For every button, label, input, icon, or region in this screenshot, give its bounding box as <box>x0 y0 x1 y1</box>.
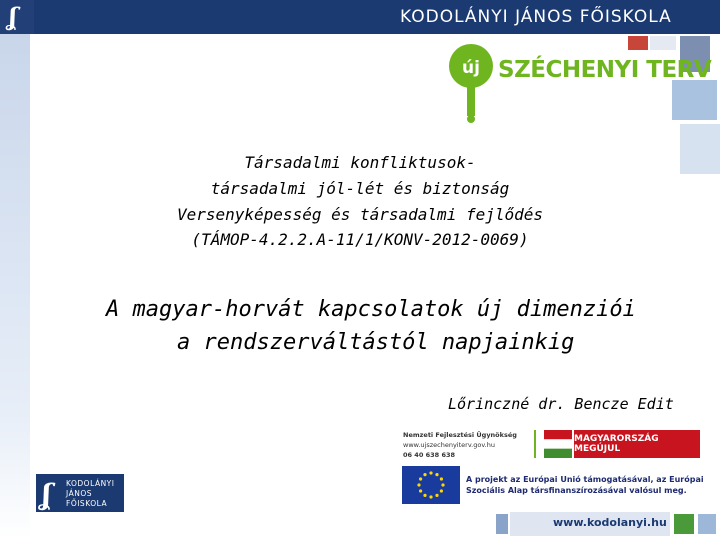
kodolanyi-footer-logo <box>36 474 124 512</box>
decor-square-blue <box>672 80 717 120</box>
project-line-1: Társadalmi konfliktusok- <box>244 153 476 172</box>
szechenyi-logo-text: SZÉCHENYI TERV <box>498 57 712 83</box>
author-name: Lőrinczné dr. Bencze Edit <box>448 395 674 413</box>
footer-decor-square-1 <box>496 514 508 534</box>
szechenyi-pin-icon <box>447 42 495 124</box>
magyarorszag-megujul-badge: MAGYARORSZÁG MEGÚJUL <box>574 430 700 458</box>
footer-logo-line-1: KODOLÁNYI <box>66 479 115 488</box>
eu-flag-icon <box>402 466 460 504</box>
kodolanyi-logo-icon <box>0 0 34 34</box>
hungarian-flag-icon <box>544 430 572 458</box>
page-title-line-1: A magyar-horvát kapcsolatok új dimenziói <box>106 297 636 322</box>
footer-decor-square-3 <box>698 514 716 534</box>
agency-url: www.ujszechenyiterv.gov.hu <box>403 441 495 449</box>
eu-funding-text-line-2: Szociális Alap társfinanszírozásával valósul meg. <box>466 486 687 495</box>
footer-logo-line-3: FŐISKOLA <box>66 499 108 508</box>
left-decorative-stripe <box>0 34 30 540</box>
footer-logo-line-2: JÁNOS <box>66 489 92 498</box>
website-link[interactable]: www.kodolanyi.hu <box>553 516 667 529</box>
project-code: (TÁMOP-4.2.2.A-11/1/KONV-2012-0069) <box>191 230 529 249</box>
decor-square-light <box>650 36 676 50</box>
logo-mark: ʆ <box>9 2 17 31</box>
decor-square-red <box>628 36 648 50</box>
szechenyi-pin-text: új <box>462 58 480 78</box>
partner-divider <box>534 430 536 458</box>
agency-phone: 06 40 638 638 <box>403 451 456 459</box>
institution-name: KODOLÁNYI JÁNOS FŐISKOLA <box>400 7 672 27</box>
eu-funding-text-line-1: A projekt az Európai Unió támogatásával, az Európai <box>466 475 704 484</box>
agency-name: Nemzeti Fejlesztési Ügynökség <box>403 431 517 439</box>
project-line-3: Versenyképesség és társadalmi fejlődés <box>176 205 544 224</box>
project-line-2: társadalmi jól-lét és biztonság <box>210 179 510 198</box>
footer-logo-mark: ʆ <box>42 478 52 511</box>
page-title-line-2: a rendszerváltástól napjainkig <box>177 330 575 355</box>
footer-decor-square-2 <box>674 514 694 534</box>
decor-square-pale <box>680 124 720 174</box>
